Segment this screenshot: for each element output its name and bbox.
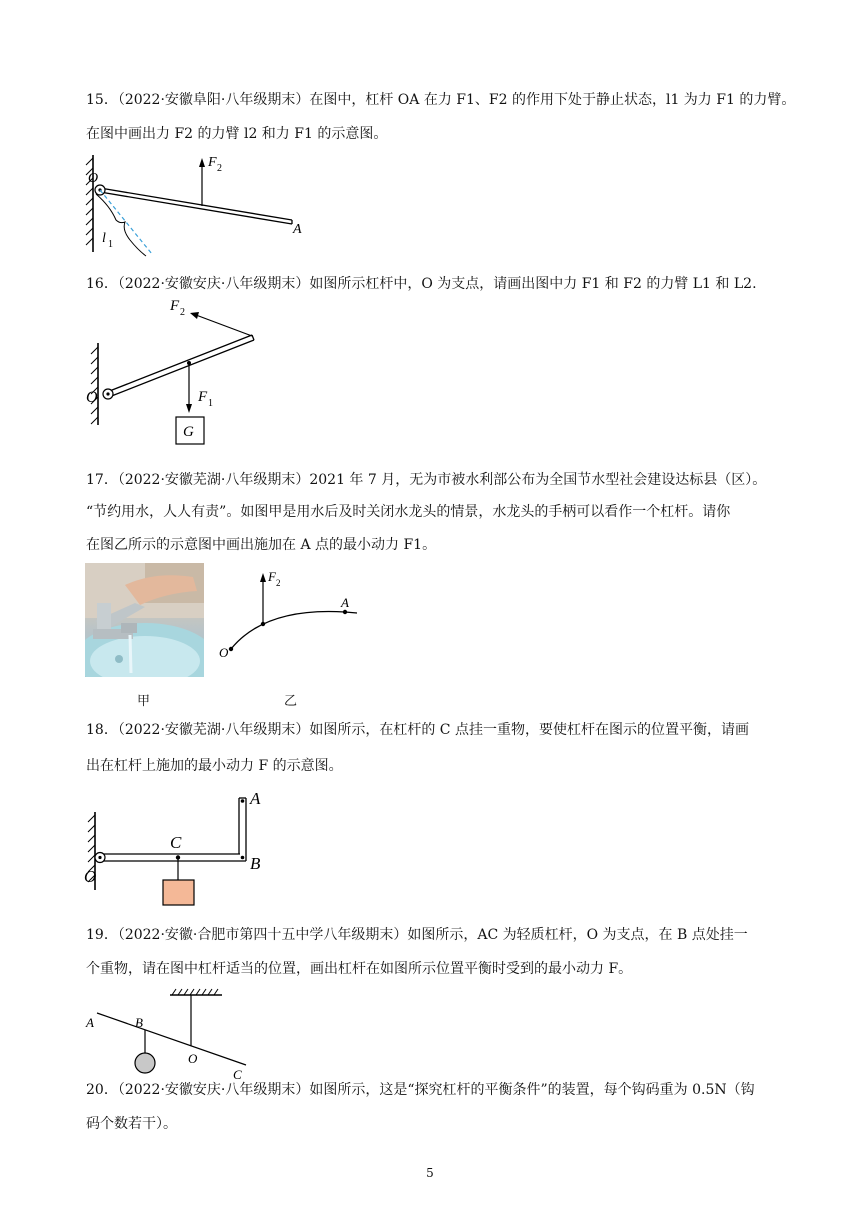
q19-line-1: 19．（2022·安徽·合肥市第四十五中学八年级期末）如图所示，AC 为轻质杠杆，O 为支点，在 B 点处挂一 [86, 927, 748, 943]
q19-line-2: 个重物，请在图中杠杆适当的位置，画出杠杆在如图所示位置平衡时受到的最小动力 F。 [86, 961, 633, 977]
q15-label-A: A [293, 222, 302, 237]
caption-jia: 甲 [137, 694, 151, 709]
q19-label-C: C [233, 1067, 242, 1082]
q16-label-F1: F [198, 389, 208, 405]
q19-figure [80, 985, 260, 1095]
q18-figure [80, 790, 280, 910]
q18-label-C: C [170, 833, 182, 852]
q16-figure [80, 295, 270, 455]
q16-line-1: 16．（2022·安徽安庆·八年级期末）如图所示杠杆中，O 为支点，请画出图中力 F1 和 F2 的力臂 L1 和 L2. [86, 276, 757, 292]
q15-label-l1-sub: 1 [108, 239, 113, 250]
q16-label-F2: F [170, 298, 180, 314]
q17-label-F2-sub: 2 [276, 578, 281, 588]
q18-line-1: 18．（2022·安徽芜湖·八年级期末）如图所示，在杠杆的 C 点挂一重物，要使杠杆在图示的位置平衡，请画 [86, 722, 749, 738]
q15-label-l1: l [102, 231, 106, 246]
faucet-photo [85, 563, 204, 677]
q15-label-F2: F [208, 155, 217, 170]
q17-line-1: 17．（2022·安徽芜湖·八年级期末）2021 年 7 月，无为市被水利部公布为全国节水型社会建设达标县（区）。 [86, 472, 767, 488]
q17-label-O: O [219, 645, 229, 660]
q16-label-G: G [183, 424, 194, 440]
q16-label-F1-sub: 1 [208, 398, 213, 409]
q15-line-1: 15．（2022·安徽阜阳·八年级期末）在图中，杠杆 OA 在力 F1、F2 的作用下处于静止状态，l1 为力 F1 的力臂。 [86, 92, 796, 108]
q18-line-2: 出在杠杆上施加的最小动力 F 的示意图。 [86, 758, 343, 774]
q17-line-3: 在图乙所示的示意图中画出施加在 A 点的最小动力 F1。 [86, 537, 437, 553]
q15-line-2: 在图中画出力 F2 的力臂 l2 和力 F1 的示意图。 [86, 126, 388, 142]
q15-figure [80, 150, 310, 260]
q20-line-1: 20．（2022·安徽安庆·八年级期末）如图所示，这是“探究杠杆的平衡条件”的装置，每个钩码重为 0.5N（钩 [86, 1082, 755, 1098]
q15-label-F2-sub: 2 [217, 163, 222, 174]
q16-label-O: O [86, 389, 98, 406]
page-number: 5 [426, 1166, 434, 1180]
q17-label-A: A [341, 595, 349, 610]
q17-figure [215, 565, 365, 665]
q20-line-2: 码个数若干）。 [86, 1116, 177, 1132]
q17-label-F2: F [268, 569, 276, 584]
q19-label-A: A [86, 1015, 94, 1030]
q19-label-B: B [135, 1015, 143, 1030]
caption-yi: 乙 [284, 694, 298, 709]
q18-label-O: O [84, 867, 97, 886]
q15-label-O: O [88, 171, 99, 186]
q17-line-2: “节约用水，人人有责”。如图甲是用水后及时关闭水龙头的情景，水龙头的手柄可以看作一个杠杆。请你 [86, 504, 731, 520]
q18-label-B: B [250, 854, 261, 873]
q19-label-O: O [188, 1051, 198, 1066]
q16-label-F2-sub: 2 [180, 307, 185, 318]
q18-label-A: A [250, 789, 261, 808]
